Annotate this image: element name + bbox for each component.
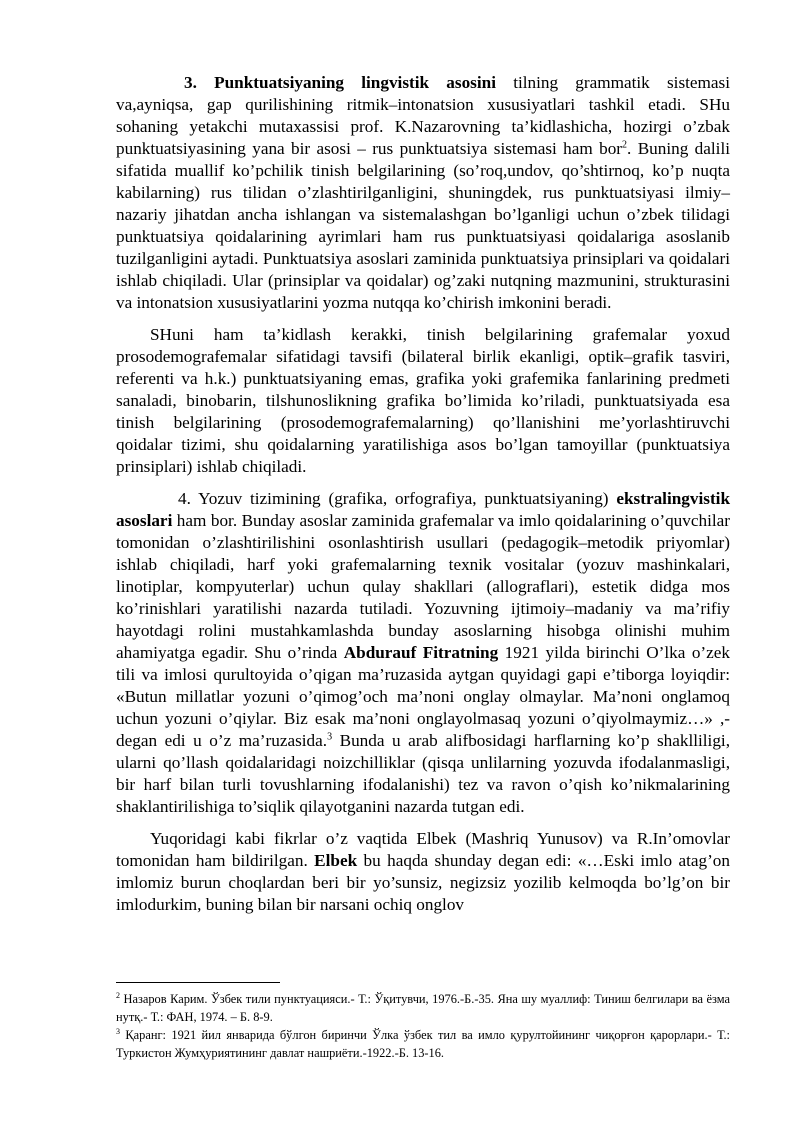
footnotes: [116, 990, 730, 1062]
footnote-2-mark: 2: [116, 990, 120, 1000]
footnote-ref-3[interactable]: 3: [327, 731, 333, 743]
section-4-heading: 4. Yozuv tizimining (grafika, orfografiya, punktuatsiyaning): [178, 489, 617, 508]
paragraph-text: Bunda u arab alifbosidagi harflarning ko’p shaklliligi, ularni qo’llash qoidalaridagi noizchilliklar (qisqa unlilarning yozuvda ifodalanmasligi, bir harf bilan turli tovushlarning ifodalanishi) tez va ravon o’qish ko’nikmalarining shaklantirilishiga to’siqlik qilayotganini nazarda tutgan edi.: [116, 731, 731, 816]
section-3-heading: 3. Punktuatsiyaning lingvistik asosini: [184, 73, 496, 92]
footnote-3-text: Қаранг: 1921 йил январида бўлгон биринчи Ўлка ўзбек тил ва имло қурултойининг чиқорғон қарорлари.- Т.: Туркистон Жумҳуриятининг давлат нашриёти.-1922.-Б. 13-16.: [116, 1028, 730, 1060]
paragraph-grapheme-note: SHuni ham ta’kidlash kerakki, tinish belgilarining grafemalar yoxud prosodemografemalar sifatidagi tavsifi (bilateral birlik ekanligi, optik–grafik tasviri, referenti va h.k.) punktuatsiyaning emas, grafika yoki grafemika fanlarining predmeti sanaladi, binobarin, tilshunoslikning grafika bo’limida ko’riladi, punktuatsiyada esa tinish belgilarining (prosodemografemalarning) qo’llanishini me’yorlashtiruvchi qoidalar tizimi, shu qoidalarning yaratilishiga asos bo’lgan tamoyillar (punktuatsiya prinsiplari) ishlab chiqiladi.: [116, 325, 730, 476]
paragraph-text: bu haqda shunday degan edi: «…Eski imlo atag’on imlomiz burun choqlardan beri bir yo’sunsiz, negizsiz yozilib kelmoqda bo’lg’on bir imlodurkim, buning bilan bir narsani ochiq onglov: [116, 851, 730, 914]
footnote-2: [116, 990, 730, 1026]
paragraph-text: Yuqoridagi kabi fikrlar o’z vaqtida Elbek (Mashriq Yunusov) va R.In’omovlar tomonidan ham bildirilgan.: [116, 829, 730, 870]
bold-name-fitrat: Abdurauf Fitratning: [343, 643, 499, 662]
paragraph-text: ham bor. Bunday asoslar zaminida grafemalar va imlo qoidalarining o’quvchilar tomonidan o’zlashtirilishini osonlashtirish usullari (pedagogik–metodik priyomlar) ishlab chiqiladi, harf yoki grafemalarning texnik vositalar (yozuv mashinkalari, linotiplar, kompyuterlar) uchun qulay shakllari (allograflari), estetik didga mos ko’rinishlari yaratilishi nazarda tutiladi. Yozuvning ijtimoiy–madaniy va ma’rifiy hayotdagi rolini mustahkamlashda bunday asoslarning hisobga olinishi muhim ahamiyatga egadir. Shu o’rinda: [116, 511, 730, 662]
footnote-3-mark: 3: [116, 1026, 120, 1036]
footnote-3: [116, 1026, 730, 1062]
paragraph-text: tilning grammatik sistemasi va,ayniqsa, gap qurilishining ritmik–intonatsion xususiyatlari tashkil etadi. SHu sohaning yetakchi mutaxassisi prof. K.Nazarovning ta’kidlashicha, hozirgi o’zbak punktuatsiyasining yana bir asosi – rus punktuatsiya sistemasi ham bor: [116, 73, 730, 158]
document-page: [116, 72, 730, 916]
bold-term-extralinguistic: ekstralingvistik asoslari: [116, 489, 730, 530]
paragraph-elbek: [116, 828, 730, 916]
footnote-ref-2[interactable]: 2: [622, 139, 628, 151]
footnote-2-text: Назаров Карим. Ўзбек тили пунктуацияси.- Т.: Ўқитувчи, 1976.-Б.-35. Яна шу муаллиф: Тиниш белгилари ва ёзма нутқ.- Т.: ФАН, 1974. – Б. 8-9.: [116, 992, 730, 1024]
footnote-separator: [116, 982, 280, 983]
paragraph-4-extralinguistic-basis: [116, 488, 730, 818]
paragraph-text: 1921 yilda birinchi O’lka o’zek tili va imlosi qurultoyida o’qigan ma’ruzasida aytgan quyidagi gapi e’tiborga loyiqdir: «Butun millatlar yozuni o’qimog’och ma’noni onglay olmaylar. Ma’noni onglamoq uchun yozuni o’qiylar. Biz esak ma’noni onglayolmasaq yozuni o’qiyolmaymiz…» ,- degan edi u o’z ma’ruzasida.: [116, 643, 730, 750]
paragraph-3-linguistic-basis: [116, 72, 730, 314]
bold-name-elbek: Elbek: [314, 851, 358, 870]
paragraph-text: . Buning dalili sifatida muallif ko’pchilik tinish belgilarining (so’roq,undov, qo’shtirnoq, ko’p nuqta kabilarning) rus tilidan o’zlashtirilganligini, shuningdek, rus punktuatsiyasi ilmiy–nazariy jihatdan ancha ishlangan va sistemalashgan bo’lganligi uchun o’zbek tilidagi punktuatsiya qoidalarining ayrimlari ham rus punktuatsiyasi qoidalariga asoslanib tuzilganligini aytadi. Punktuatsiya asoslari zaminida punktuatsiya prinsiplari va qoidalari ishlab chiqiladi. Ular (prinsiplar va qoidalar) og’zaki nutqning mazmunini, strukturasini va intonatsion xususiyatlarini yozma nutqqa ko’chirish imkonini beradi.: [116, 139, 730, 312]
